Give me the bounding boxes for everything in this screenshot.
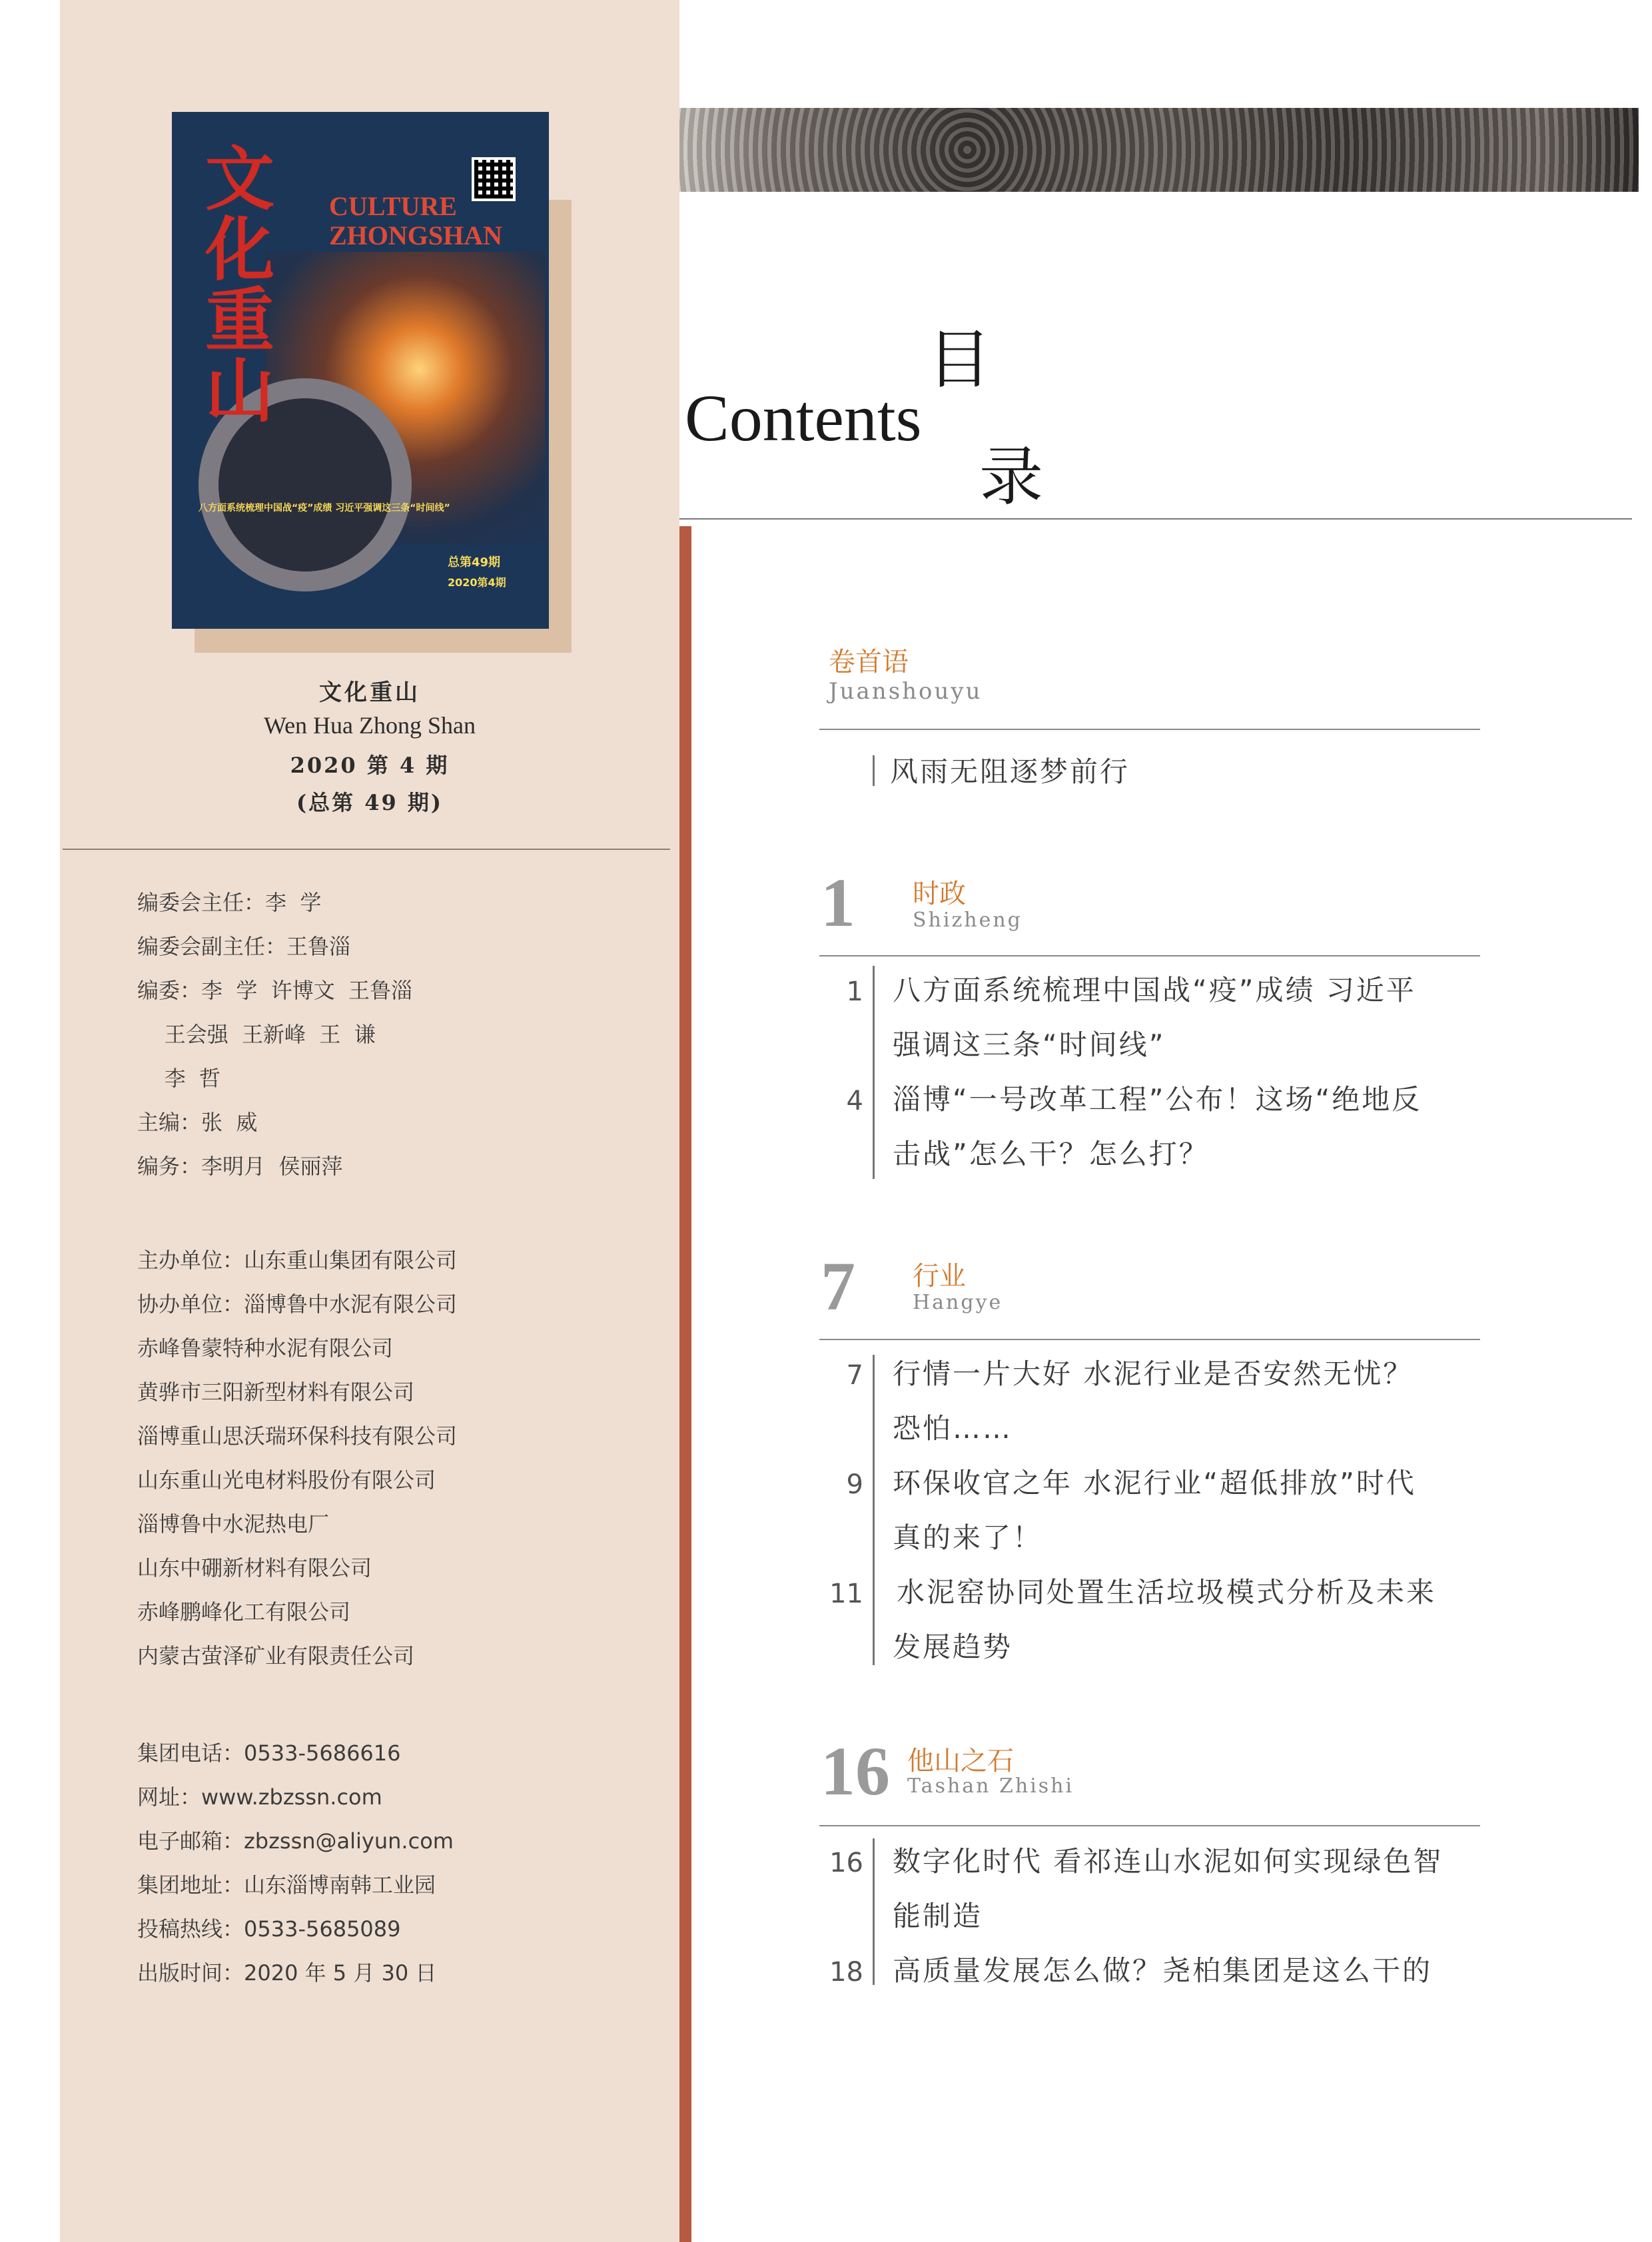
organizer-line: 黄骅市三阳新型材料有限公司 xyxy=(137,1379,415,1405)
article-title[interactable] xyxy=(893,1072,1505,1182)
article-line: 行情一片大好 水泥行业是否安然无忧？ xyxy=(893,1357,1414,1390)
article-title[interactable] xyxy=(893,1347,1505,1456)
page-number: 7 xyxy=(846,1360,863,1391)
staff-line: 编务：李明月 侯丽萍 xyxy=(137,1154,343,1179)
page-number: 1 xyxy=(846,976,863,1007)
section-number: 1 xyxy=(821,865,855,941)
section-title-cn: 他山之石 xyxy=(907,1746,1014,1776)
contact-website: 网址：www.zbzssn.com xyxy=(137,1784,382,1810)
article-title[interactable] xyxy=(893,1565,1509,1675)
cover-title-en: CULTURE ZHONGSHAN xyxy=(329,191,503,250)
divider xyxy=(63,849,670,850)
page-number: 18 xyxy=(829,1957,863,1988)
article-line: 真的来了！ xyxy=(893,1521,1043,1554)
article-line: 八方面系统梳理中国战“疫”成绩 习近平 xyxy=(893,974,1416,1006)
section-rule xyxy=(819,955,1480,956)
decorative-banner xyxy=(679,108,1639,192)
article-line: 数字化时代 看祁连山水泥如何实现绿色智 xyxy=(893,1845,1444,1878)
issue-number: 2020 第 4 期 xyxy=(290,753,450,778)
cover-issue-total: 总第49期 xyxy=(448,556,501,569)
staff-line: 编委：李 学 许博文 王鲁淄 xyxy=(137,978,413,1003)
section-title-pinyin: Tashan Zhishi xyxy=(907,1774,1074,1798)
contact-phone: 集团电话：0533-5686616 xyxy=(137,1740,401,1766)
organizer-line: 赤峰鲁蒙特种水泥有限公司 xyxy=(137,1335,394,1361)
article-title[interactable]: 风雨无阻逐梦前行 xyxy=(890,755,1130,788)
section-title-cn: 时政 xyxy=(913,879,966,909)
contents-rule xyxy=(679,518,1632,520)
organizer-line: 赤峰鹏峰化工有限公司 xyxy=(137,1599,351,1625)
section-number: 16 xyxy=(821,1733,890,1810)
article-line: 强调这三条“时间线” xyxy=(893,1028,1166,1061)
organizer-line: 淄博鲁中水泥热电厂 xyxy=(137,1511,330,1537)
contact-email: 电子邮箱：zbzssn@aliyun.com xyxy=(137,1828,454,1854)
cover-headline: 八方面系统梳理中国战“疫”成绩 习近平强调这三条“时间线” xyxy=(199,503,450,514)
article-title[interactable] xyxy=(893,1456,1505,1565)
staff-line: 王会强 王新峰 王 谦 xyxy=(137,1022,376,1047)
organizer-line: 山东中硼新材料有限公司 xyxy=(137,1555,372,1581)
staff-line: 主编：张 威 xyxy=(137,1110,258,1135)
magazine-name: 文化重山 xyxy=(319,679,420,706)
section-rule xyxy=(819,1825,1480,1826)
article-list-line xyxy=(873,1355,875,1665)
banner-texture xyxy=(679,108,1639,192)
page-number: 16 xyxy=(829,1848,863,1878)
issue-total: (总第 49 期) xyxy=(296,790,444,815)
magazine-cover xyxy=(172,112,549,629)
article-marker xyxy=(873,755,875,786)
article-title[interactable] xyxy=(893,1944,1505,1998)
article-list-line xyxy=(873,966,875,1179)
article-line: 恐怕…… xyxy=(893,1412,1013,1445)
section-title-pinyin: Juanshouyu xyxy=(829,678,983,705)
publish-date: 出版时间：2020 年 5 月 30 日 xyxy=(137,1960,437,1986)
article-line: 淄博“一号改革工程”公布！这场“绝地反 xyxy=(893,1083,1422,1116)
staff-list xyxy=(137,881,412,1188)
cover-title-cn: 文化重山 xyxy=(205,138,275,432)
article-line: 高质量发展怎么做？尧柏集团是这么干的 xyxy=(893,1954,1433,1987)
section-title-pinyin: Shizheng xyxy=(913,909,1023,932)
contact-list xyxy=(137,1731,454,1995)
article-line: 环保收官之年 水泥行业“超低排放”时代 xyxy=(893,1467,1416,1499)
page-number: 4 xyxy=(846,1086,863,1116)
page-number: 9 xyxy=(846,1469,863,1500)
cover-issue-year: 2020第4期 xyxy=(448,576,506,589)
accent-bar xyxy=(679,526,691,2242)
section-title-cn: 行业 xyxy=(913,1261,966,1292)
contact-address: 集团地址：山东淄博南韩工业园 xyxy=(137,1872,436,1898)
organizer-line: 淄博重山思沃瑞环保科技有限公司 xyxy=(137,1423,458,1449)
staff-line: 李 哲 xyxy=(137,1066,221,1091)
organizer-line: 内蒙古萤泽矿业有限责任公司 xyxy=(137,1643,415,1669)
contents-heading-cn-2: 录 xyxy=(979,440,1043,514)
section-number: 7 xyxy=(821,1248,855,1325)
section-title-pinyin: Hangye xyxy=(913,1291,1003,1314)
staff-line: 编委会副主任：王鲁淄 xyxy=(137,934,351,959)
qr-code-icon xyxy=(472,157,516,201)
article-title[interactable] xyxy=(893,963,1505,1072)
section-title-cn: 卷首语 xyxy=(829,647,909,677)
article-list-line xyxy=(873,1838,875,1985)
staff-line: 编委会主任：李 学 xyxy=(137,890,322,915)
article-line: 发展趋势 xyxy=(893,1631,1013,1663)
article-title[interactable] xyxy=(893,1834,1505,1944)
page-number: 11 xyxy=(829,1579,863,1609)
magazine-pinyin: Wen Hua Zhong Shan xyxy=(263,712,476,739)
section-rule xyxy=(819,1339,1480,1340)
organizer-line: 山东重山光电材料股份有限公司 xyxy=(137,1467,436,1493)
organizer-line: 协办单位：淄博鲁中水泥有限公司 xyxy=(137,1292,458,1317)
organizer-line: 主办单位：山东重山集团有限公司 xyxy=(137,1248,458,1273)
section-rule xyxy=(819,729,1480,730)
organizer-list xyxy=(137,1238,457,1678)
contents-heading-cn-1: 目 xyxy=(927,322,991,397)
contents-heading-en: Contents xyxy=(685,381,922,455)
article-line: 能制造 xyxy=(893,1900,983,1932)
contact-hotline: 投稿热线：0533-5685089 xyxy=(137,1916,401,1942)
article-line: 水泥窑协同处置生活垃圾模式分析及未来 xyxy=(897,1576,1437,1609)
article-line: 击战”怎么干？怎么打？ xyxy=(893,1138,1209,1170)
